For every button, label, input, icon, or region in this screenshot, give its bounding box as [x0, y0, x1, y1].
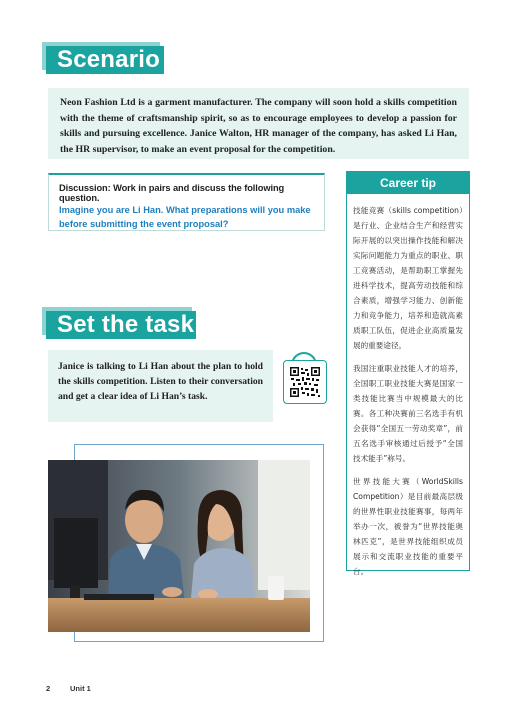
office-photo — [48, 460, 310, 632]
career-tip-box — [346, 171, 470, 576]
office-photo-illustration — [48, 460, 310, 632]
discussion-label: Discussion: Work in pairs and discuss the following question. — [59, 183, 285, 203]
page-number: 2 — [46, 684, 51, 693]
career-tip-paragraph: 技能竞赛（skills competition）是行业、企业结合生产和经营实际开展的以突出操作技能和解决实际问题能力为重点的职业、职工竞赛活动，是帮助职工掌握先进科学技术，提高劳动技能和综合素质，增强学习能力、创新能力和竞争能力，培养和造就高素质职工队伍，促进企业高质量发展的重要途径。 — [353, 206, 463, 350]
discussion-box — [48, 173, 325, 231]
career-tip-heading: Career tip — [347, 172, 469, 194]
task-heading-block — [42, 307, 195, 341]
task-heading: Set the task — [46, 311, 196, 339]
task-text: Janice is talking to Li Han about the plan to hold the skills competition. Listen to their conversation and get a clear idea of Li Han’s task. — [58, 361, 263, 402]
scenario-text: Neon Fashion Ltd is a garment manufacturer. The company will soon hold a skills competition with the theme of craftsmanship spirit, so as to encourage employees to develop a passion for skills and pursuing excellence. Janice Walton, HR manager of the company, has asked Li Han, the HR supervisor, to make an event proposal for the competition. — [60, 97, 457, 155]
scenario-heading: Scenario — [46, 46, 164, 74]
scenario-box — [48, 88, 469, 159]
career-tip-paragraph: 世界技能大赛（WorldSkills Competition）是目前最高层级的世界性职业技能赛事，每两年举办一次，被誉为“世界技能奥林匹克”，是世界技能组织成员展示和交流职业技能的重要平台。 — [353, 477, 463, 576]
scenario-heading-block — [42, 42, 160, 76]
discussion-question: Imagine you are Li Han. What preparations will you make before submitting the event proposal? — [59, 205, 311, 229]
task-box — [48, 350, 273, 422]
qr-code-with-headphones-icon[interactable] — [283, 352, 327, 404]
career-tip-paragraph: 我国注重职业技能人才的培养，全国职工职业技能大赛是国家一类技能比赛当中规模最大的比赛。各工种决赛前三名选手有机会获得“全国五一劳动奖章”，前五名选手审核通过后授予“全国技术能手”称号。 — [353, 364, 463, 463]
qr-code-icon — [289, 366, 321, 398]
unit-label: Unit 1 — [70, 684, 91, 693]
career-tip-body — [353, 203, 463, 587]
